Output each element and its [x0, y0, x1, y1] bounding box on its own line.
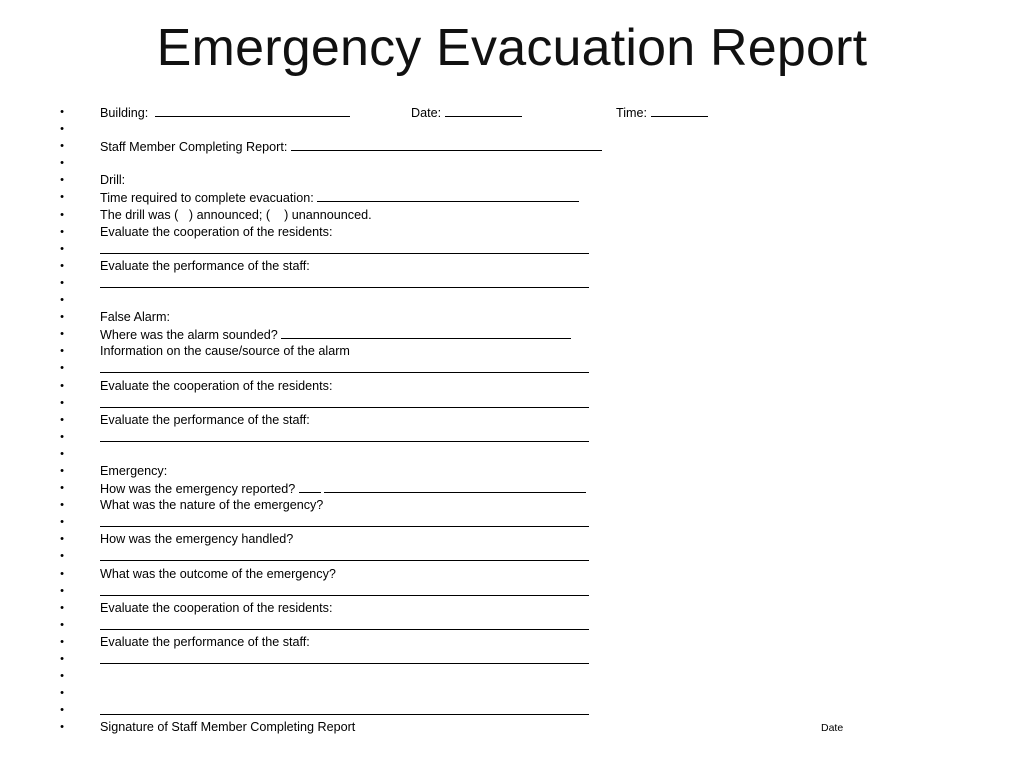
form-line [57, 617, 957, 634]
line-content [100, 497, 323, 514]
answer-line[interactable] [100, 360, 589, 373]
form-line [57, 138, 957, 155]
form-line [57, 531, 957, 548]
bullet-point: • [60, 157, 64, 170]
line-content [100, 548, 589, 566]
bullet-point: • [60, 345, 64, 358]
form-line [57, 446, 957, 463]
answer-line[interactable] [100, 241, 589, 254]
form-line [57, 702, 957, 719]
line-content [100, 566, 336, 583]
form-line [57, 685, 957, 702]
line-content [100, 583, 589, 601]
form-line [57, 104, 957, 121]
form-line [57, 497, 957, 514]
form-line [57, 189, 957, 206]
answer-line[interactable] [100, 702, 589, 715]
line-content [100, 104, 651, 122]
line-text: False Alarm: [100, 310, 170, 325]
line-text: Evaluate the performance of the staff: [100, 412, 310, 427]
line-content [100, 378, 332, 395]
line-text: Emergency: [100, 463, 168, 478]
line-content [100, 343, 350, 360]
line-content [100, 617, 589, 635]
line-text: How was the emergency reported? [100, 482, 296, 497]
time-field[interactable] [651, 104, 708, 117]
bullet-point: • [60, 482, 64, 495]
line-content [100, 531, 293, 548]
bullet-point: • [60, 328, 64, 341]
line-text: Staff Member Completing Report: [100, 140, 288, 155]
line-text: Evaluate the performance of the staff: [100, 258, 310, 273]
line-text: Evaluate the performance of the staff: [100, 634, 310, 649]
bullet-point: • [60, 670, 64, 683]
line-content [100, 395, 589, 413]
form-line [57, 326, 957, 343]
bullet-point: • [60, 635, 64, 648]
form-line [57, 275, 957, 292]
form-line [57, 668, 957, 685]
bullet-point: • [60, 191, 64, 204]
line-text: Information on the cause/source of the alarm [100, 344, 350, 359]
bullet-point: • [60, 430, 64, 443]
form-line [57, 172, 957, 189]
form-line [57, 360, 957, 377]
bullet-point: • [60, 533, 64, 546]
line-content [100, 138, 602, 156]
line-text: Evaluate the cooperation of the residents: [100, 600, 333, 615]
bullet-point: • [60, 396, 64, 409]
form-line [57, 429, 957, 446]
fill-in-blank[interactable] [281, 326, 571, 339]
date-field[interactable] [445, 104, 522, 117]
report-lines [57, 104, 957, 736]
bullet-point: • [60, 550, 64, 563]
line-content [100, 360, 589, 378]
line-content [100, 275, 589, 293]
bullet-point: • [60, 704, 64, 717]
answer-line[interactable] [100, 275, 589, 288]
line-content [100, 241, 589, 259]
line-content [100, 189, 579, 207]
bullet-point: • [60, 447, 64, 460]
bullet-point: • [60, 567, 64, 580]
form-line [57, 343, 957, 360]
line-content [100, 207, 372, 224]
line-content [100, 634, 310, 651]
line-content [100, 702, 589, 720]
form-line [57, 566, 957, 583]
bullet-point: • [60, 294, 64, 307]
time-label: Time: [616, 106, 651, 120]
line-text: The drill was ( ) announced; ( ) unannounced. [100, 207, 372, 222]
date-label: Date: [411, 106, 445, 120]
bullet-point: • [60, 687, 64, 700]
bullet-point: • [60, 208, 64, 221]
line-text: How was the emergency handled? [100, 532, 294, 547]
line-content [100, 600, 332, 617]
bullet-point: • [60, 618, 64, 631]
line-content [100, 651, 589, 669]
line-content [100, 429, 589, 447]
bullet-point: • [60, 140, 64, 153]
bullet-point: • [60, 174, 64, 187]
bullet-point: • [60, 516, 64, 529]
bullet-point: • [60, 106, 64, 118]
bullet-point: • [60, 242, 64, 255]
fill-in-blank[interactable] [317, 189, 579, 202]
bullet-point: • [60, 379, 64, 392]
bullet-point: • [60, 653, 64, 665]
form-line [57, 378, 957, 395]
line-text: Evaluate the cooperation of the residents: [100, 378, 333, 393]
bullet-point: • [60, 413, 64, 426]
answer-line[interactable] [100, 429, 589, 442]
form-line [57, 155, 957, 172]
line-text: Evaluate the cooperation of the residents: [100, 224, 333, 239]
date-group [411, 104, 522, 122]
bullet-point: • [60, 259, 64, 272]
form-line [57, 412, 957, 429]
form-line [57, 258, 957, 275]
line-content [100, 224, 332, 241]
signature-label: Signature of Staff Member Completing Report [100, 720, 356, 735]
bullet-point: • [60, 225, 64, 238]
form-line [57, 583, 957, 600]
answer-line[interactable] [100, 617, 589, 630]
line-text: What was the nature of the emergency? [100, 498, 324, 513]
bullet-point: • [60, 276, 64, 289]
line-text: Where was the alarm sounded? [100, 328, 278, 343]
signature-date-label: Date [821, 722, 844, 735]
bullet-point: • [60, 499, 64, 512]
line-text: Time required to complete evacuation: [100, 191, 314, 206]
bullet-point: • [60, 601, 64, 614]
bullet-point: • [60, 362, 64, 375]
answer-line[interactable] [100, 651, 589, 664]
form-line [57, 121, 957, 138]
building-field[interactable] [155, 104, 350, 117]
bullet-point: • [60, 584, 64, 597]
line-content [100, 719, 844, 736]
form-line [57, 309, 957, 326]
line-content [100, 258, 310, 275]
time-group [616, 104, 708, 122]
line-text: What was the outcome of the emergency? [100, 566, 336, 581]
line-text: Drill: [100, 173, 126, 188]
line-content [100, 514, 589, 532]
bullet-point: • [60, 123, 64, 136]
bullet-point: • [60, 464, 64, 477]
form-line [57, 651, 957, 668]
form-line [57, 463, 957, 480]
line-content [100, 326, 571, 344]
answer-line[interactable] [100, 395, 589, 408]
form-line [57, 514, 957, 531]
line-content [100, 480, 586, 498]
form-line [57, 241, 957, 258]
fill-in-blank[interactable] [324, 480, 586, 493]
form-line [57, 548, 957, 565]
answer-line[interactable] [100, 514, 589, 527]
fill-in-blank[interactable] [291, 138, 602, 151]
fill-in-blank[interactable] [299, 480, 321, 493]
form-line [57, 634, 957, 651]
form-line [57, 395, 957, 412]
bullet-point: • [60, 311, 64, 324]
answer-line[interactable] [100, 548, 589, 561]
page-title: Emergency Evacuation Report [156, 19, 868, 77]
form-line [57, 292, 957, 309]
form-line [57, 719, 957, 736]
building-label: Building: [100, 106, 156, 120]
bullet-point: • [60, 721, 64, 734]
form-line [57, 600, 957, 617]
line-content [100, 463, 167, 480]
line-content [100, 309, 170, 326]
form-line [57, 480, 957, 497]
line-content [100, 172, 125, 189]
answer-line[interactable] [100, 583, 589, 596]
form-line [57, 224, 957, 241]
line-content [100, 412, 310, 429]
form-line [57, 207, 957, 224]
